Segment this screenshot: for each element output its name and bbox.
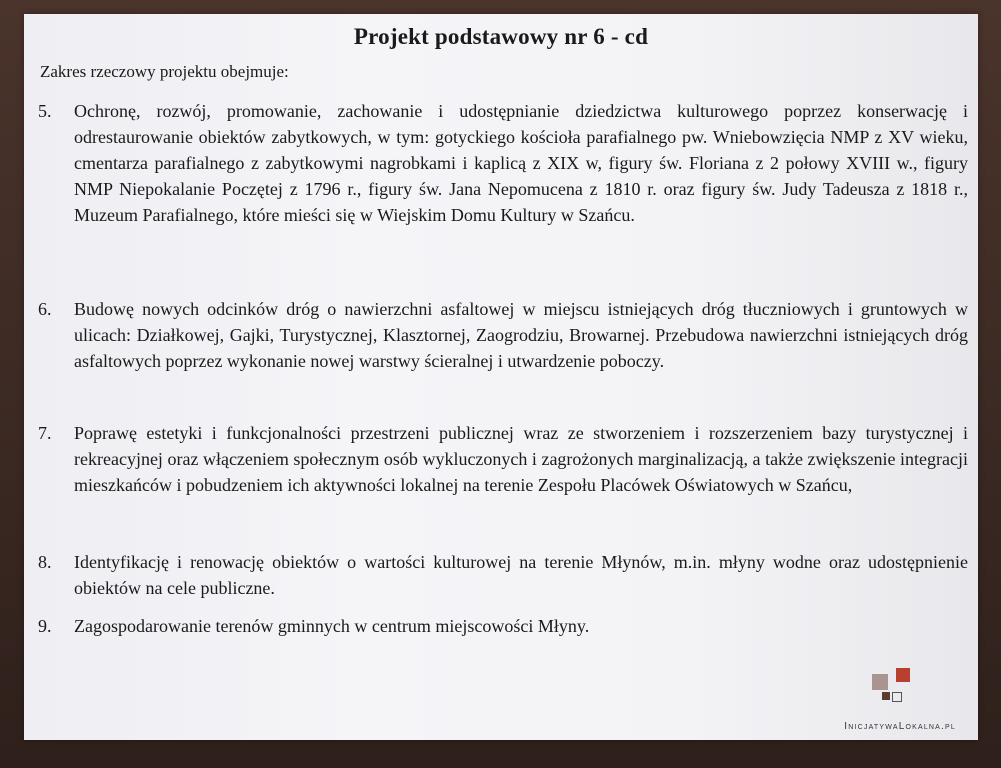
list-item-number: 6. — [38, 299, 52, 319]
logo-text: InicjatywaLokalna.pl — [844, 721, 956, 732]
list-item-text: Budowę nowych odcinków dróg o nawierzchni asfaltowej w miejscu istniejących dróg tłuczniowych i gruntowych w ulicach: Działkowej, Gajki, Turystycznej, Klasztornej, Zaogrodziu, Browarnej. Przebudowa nawierzchni istniejących dróg asfaltowych poprzez wykonanie nowej warstwy ścieralnej i utwardzenie poboczy. — [74, 299, 968, 371]
logo-square-dark — [882, 692, 890, 700]
logo-square-red — [896, 668, 910, 682]
logo-square-outline — [892, 692, 902, 702]
list-item-text: Identyfikację i renowację obiektów o wartości kulturowej na terenie Młynów, m.in. młyny wodne oraz udostępnienie obiektów na cele publiczne. — [74, 552, 968, 598]
list-item-number: 7. — [38, 423, 52, 443]
list-item-text: Ochronę, rozwój, promowanie, zachowanie i udostępnianie dziedzictwa kulturowego poprzez konserwację i odrestaurowanie obiektów zabytkowych, w tym: gotyckiego kościoła parafialnego pw. Wniebowzięcia NMP z XV wieku, cmentarza parafialnego z zabytkowymi nagrobkami i kaplicą z XIX w, figury św. Floriana z 2 połowy XVIII w., figury NMP Niepokalanie Poczętej z 1796 r., figury św. Jana Nepomucena z 1810 r. oraz figury św. Judy Tadeusza z 1818 r., Muzeum Parafialnego, które mieści się w Wiejskim Domu Kultury w Szańcu. — [74, 101, 968, 225]
list-item-text: Poprawę estetyki i funkcjonalności przestrzeni publicznej wraz ze stworzeniem i rozszerzeniem bazy turystycznej i rekreacyjnej oraz włączeniem społecznym osób wykluczonych i zagrożonych marginalizacją, a także zwiększenie integracji mieszkańców i pobudzeniem ich aktywności lokalnej na terenie Zespołu Placówek Oświatowych w Szańcu, — [74, 423, 968, 495]
list-item — [38, 613, 968, 639]
list-item — [38, 296, 968, 374]
list-item-text: Zagospodarowanie terenów gminnych w centrum miejscowości Młyny. — [74, 616, 590, 636]
slide-title: Projekt podstawowy nr 6 - cd — [353, 24, 649, 49]
presentation-slide — [24, 14, 978, 740]
logo-square-tan — [872, 674, 888, 690]
inicjatywa-lokalna-logo — [816, 668, 956, 732]
slide-intro: Zakres rzeczowy projektu obejmuje: — [40, 62, 289, 81]
list-item — [38, 549, 968, 601]
logo-squares-icon — [868, 668, 912, 708]
list-item-number: 9. — [38, 616, 52, 636]
list-item-number: 5. — [38, 101, 52, 121]
list-item — [38, 420, 968, 498]
list-item-number: 8. — [38, 552, 52, 572]
list-item — [38, 98, 968, 228]
